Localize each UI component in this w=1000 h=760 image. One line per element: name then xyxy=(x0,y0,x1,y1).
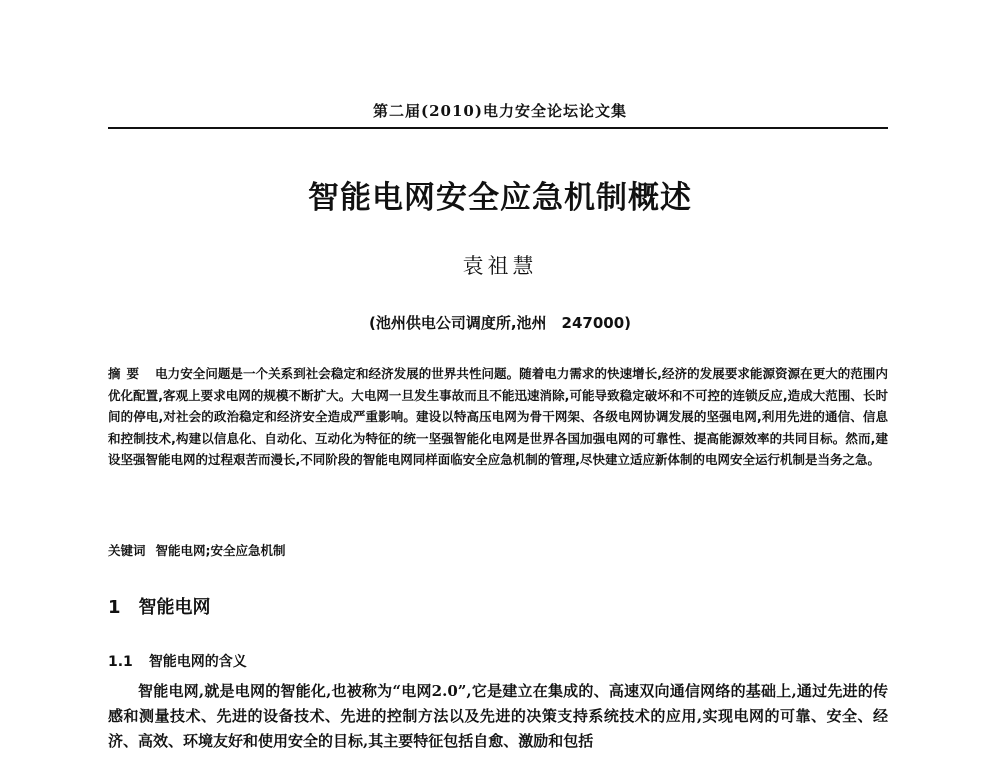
subsection-title: 智能电网的含义 xyxy=(148,654,247,670)
section-number: 1 xyxy=(108,597,121,618)
keywords-label: 关键词 xyxy=(108,543,146,558)
section-title: 智能电网 xyxy=(138,597,211,618)
keywords-text: 智能电网;安全应急机制 xyxy=(155,543,286,558)
subsection-heading xyxy=(108,651,247,671)
abstract-text: 电力安全问题是一个关系到社会稳定和经济发展的世界共性问题。随着电力需求的快速增长,经济的发展要求能源资源在更大的范围内优化配置,客观上要求电网的规模不断扩大。大电网一旦发生事故而且不能迅速消除,可能导致稳定破坏和不可控的连锁反应,造成大范围、长时间的停电,对社会的政治稳定和经济安全造成严重影响。建设以特高压电网为骨干网架、各级电网协调发展的坚强电网,利用先进的通信、信息和控制技术,构建以信息化、自动化、互动化为特征的统一坚强智能化电网是世界各国加强电网的可靠性、提高能源效率的共同目标。然而,建设坚强智能电网的过程艰苦而漫长,不同阶段的智能电网同样面临安全应急机制的管理,尽快建立适应新体制的电网安全运行机制是当务之急。 xyxy=(108,366,888,467)
header-rule xyxy=(108,127,888,129)
author-affiliation: (池州供电公司调度所,池州 247000) xyxy=(368,314,632,332)
running-header: 第二届(2010)电力安全论坛论文集 xyxy=(373,102,627,120)
author-name: 袁祖慧 xyxy=(462,254,538,278)
abstract xyxy=(108,363,888,471)
body-paragraph: 智能电网,就是电网的智能化,也被称为“电网2.0”,它是建立在集成的、高速双向通信网络的基础上,通过先进的传感和测量技术、先进的设备技术、先进的控制方法以及先进的决策支持系统技术的应用,实现电网的可靠、安全、经济、高效、环境友好和使用安全的目标,其主要特征包括自愈、激励和包括 xyxy=(108,682,888,750)
subsection-number: 1.1 xyxy=(108,654,133,670)
abstract-label: 摘要 xyxy=(108,366,146,381)
paper-title: 智能电网安全应急机制概述 xyxy=(308,180,692,216)
section-heading xyxy=(108,593,211,619)
keywords xyxy=(108,541,888,559)
